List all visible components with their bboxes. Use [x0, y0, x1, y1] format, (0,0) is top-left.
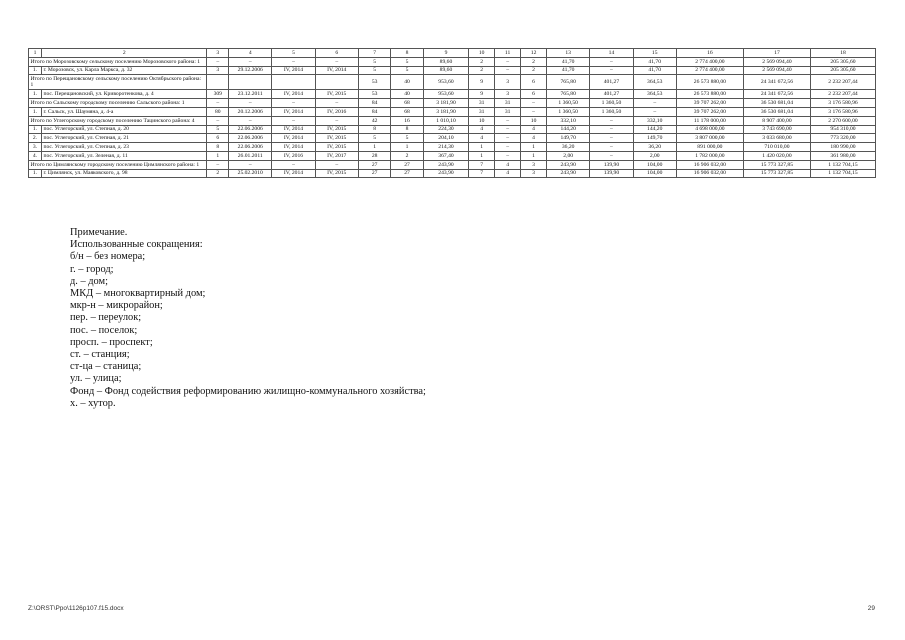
table-cell: –	[495, 143, 521, 152]
table-cell: –	[590, 125, 633, 134]
table-cell: 1 360,50	[547, 99, 590, 108]
table-cell: 3 743 690,00	[743, 125, 810, 134]
table-cell: 5	[391, 66, 423, 75]
note-line: д. – дом;	[70, 275, 109, 287]
table-cell: IV, 2015	[315, 125, 358, 134]
table-cell: –	[207, 57, 229, 66]
table-cell: 36 530 681,04	[743, 107, 810, 116]
column-number: 5	[272, 49, 315, 58]
table-cell: 8 907 400,00	[743, 116, 810, 125]
table-cell: 15 773 327,85	[743, 160, 810, 169]
table-cell: 2 774 400,00	[676, 66, 743, 75]
table-cell: 1	[391, 143, 423, 152]
table-cell: 16	[391, 116, 423, 125]
table-row	[29, 169, 876, 178]
table-cell	[272, 75, 315, 90]
table-cell: 3	[521, 160, 547, 169]
table-cell: –	[590, 57, 633, 66]
table-cell: 27	[391, 160, 423, 169]
row-number: 1.	[29, 107, 42, 116]
table-cell: 22.06.2006	[229, 125, 272, 134]
table-cell: 773 320,00	[810, 134, 875, 143]
table-cell: 24 341 672,56	[743, 75, 810, 90]
note-line: х. – хутор.	[70, 397, 116, 409]
table-cell: 22.06.2006	[229, 134, 272, 143]
table-cell: 80	[207, 107, 229, 116]
table-cell: 2,00	[547, 151, 590, 160]
table-cell: 68	[391, 99, 423, 108]
column-number: 9	[423, 49, 468, 58]
note-line: Фонд – Фонд содействия реформированию жилищно-коммунального хозяйства;	[70, 385, 426, 397]
table-cell: 26 573 880,00	[676, 75, 743, 90]
table-cell: 68	[391, 107, 423, 116]
table-cell: 4	[495, 169, 521, 178]
subtotal-label: Итого по Углегорскому городскому поселению Тацинского района: 4	[29, 116, 207, 125]
table-cell: 104,00	[633, 169, 676, 178]
table-cell: 11 178 000,00	[676, 116, 743, 125]
note-line: г. – город;	[70, 263, 114, 275]
table-cell: 891 000,00	[676, 143, 743, 152]
table-cell: –	[495, 66, 521, 75]
note-line: б/н – без номера;	[70, 251, 146, 263]
table-cell: –	[521, 107, 547, 116]
table-cell: –	[207, 116, 229, 125]
note-line: МКД – многоквартирный дом;	[70, 288, 206, 300]
table-cell: 41,70	[547, 57, 590, 66]
table-cell: 332,10	[547, 116, 590, 125]
table-cell: 3 176 580,96	[810, 107, 875, 116]
address-cell: пос. Углегорский, ул. Степная, д. 20	[41, 125, 207, 134]
table-cell: 27	[391, 169, 423, 178]
table-cell: 5	[391, 134, 423, 143]
table-cell: –	[590, 116, 633, 125]
table-cell: 401,27	[590, 75, 633, 90]
table-cell: 3	[495, 75, 521, 90]
table-row	[29, 134, 876, 143]
column-number: 18	[810, 49, 875, 58]
table-cell: IV, 2014	[272, 66, 315, 75]
table-cell: 243,90	[547, 169, 590, 178]
subtotal-row	[29, 116, 876, 125]
table-cell: IV, 2014	[272, 125, 315, 134]
table-cell: 1 360,50	[590, 99, 633, 108]
table-cell: 15 773 327,85	[743, 169, 810, 178]
table-cell: 149,70	[633, 134, 676, 143]
table-cell: 243,90	[423, 160, 468, 169]
table-cell: 31	[469, 99, 495, 108]
table-cell: 1	[358, 143, 390, 152]
row-number: 1.	[29, 90, 42, 99]
subtotal-row	[29, 75, 876, 90]
table-cell: IV, 2015	[315, 90, 358, 99]
table-cell: 84	[358, 99, 390, 108]
table-cell: IV, 2014	[272, 107, 315, 116]
column-number: 3	[207, 49, 229, 58]
table-cell: 31	[495, 99, 521, 108]
table-cell: IV, 2014	[272, 169, 315, 178]
table-cell: 41,70	[633, 66, 676, 75]
table-cell: 139,90	[590, 169, 633, 178]
table-cell	[315, 75, 358, 90]
table-row	[29, 107, 876, 116]
table-cell: 7	[469, 169, 495, 178]
row-number: 3.	[29, 143, 42, 152]
column-number-row	[29, 49, 876, 58]
table-cell: 367,40	[423, 151, 468, 160]
abbreviations-note	[70, 227, 426, 410]
table-cell: 53	[358, 75, 390, 90]
table-cell: –	[207, 160, 229, 169]
table-cell: –	[495, 125, 521, 134]
table-cell: 10	[521, 116, 547, 125]
table-cell: 364,53	[633, 75, 676, 90]
table-cell: 1 132 704,15	[810, 169, 875, 178]
table-cell: 1 782 000,00	[676, 151, 743, 160]
table-cell: 5	[358, 66, 390, 75]
address-cell: пос. Перещановский, ул. Криворотенкова, д. 4	[41, 90, 207, 99]
column-number: 12	[521, 49, 547, 58]
column-number: 17	[743, 49, 810, 58]
table-cell: 3	[495, 90, 521, 99]
table-cell: 28	[358, 151, 390, 160]
table-cell: IV, 2015	[315, 134, 358, 143]
table-cell: 765,80	[547, 90, 590, 99]
table-cell: 4	[469, 125, 495, 134]
column-number: 7	[358, 49, 390, 58]
note-line: Использованные сокращения:	[70, 239, 203, 251]
row-number: 1.	[29, 169, 42, 178]
table-cell: 41,70	[547, 66, 590, 75]
table-cell: 8	[391, 125, 423, 134]
page-number: 29	[867, 605, 875, 612]
table-cell: –	[495, 57, 521, 66]
table-cell: 36,20	[633, 143, 676, 152]
table-cell: –	[272, 160, 315, 169]
table-cell: –	[229, 160, 272, 169]
table-cell: 1 010,10	[423, 116, 468, 125]
column-number: 6	[315, 49, 358, 58]
table-cell: 361 980,00	[810, 151, 875, 160]
table-cell: IV, 2015	[315, 169, 358, 178]
table-cell: 3	[521, 169, 547, 178]
table-cell: –	[229, 57, 272, 66]
table-cell: 2 569 094,40	[743, 57, 810, 66]
note-line: просп. – проспект;	[70, 336, 153, 348]
table-cell: 1 420 020,00	[743, 151, 810, 160]
row-number: 2.	[29, 134, 42, 143]
subtotal-row	[29, 99, 876, 108]
column-number: 4	[229, 49, 272, 58]
table-cell: 5	[207, 125, 229, 134]
table-cell: 204,10	[423, 134, 468, 143]
table-cell: 4	[521, 134, 547, 143]
table-cell: 29.12.2006	[229, 66, 272, 75]
table-cell: 953,60	[423, 90, 468, 99]
table-cell: 243,90	[547, 160, 590, 169]
table-cell: 104,00	[633, 160, 676, 169]
column-number: 16	[676, 49, 743, 58]
table-row	[29, 66, 876, 75]
table-cell: 3 176 580,96	[810, 99, 875, 108]
table-cell: 84	[358, 107, 390, 116]
table-cell	[229, 75, 272, 90]
table-cell: 3	[207, 66, 229, 75]
table-cell: 1 360,50	[547, 107, 590, 116]
table-cell: 953,60	[423, 75, 468, 90]
address-cell: г. Сальск, ул. Шаумяна, д. 4-а	[41, 107, 207, 116]
table-cell: 39 707 262,00	[676, 107, 743, 116]
table-cell: 214,30	[423, 143, 468, 152]
table-cell: –	[207, 99, 229, 108]
table-cell: IV, 2015	[315, 143, 358, 152]
table-cell: 40	[391, 75, 423, 90]
table-cell: 3 181,90	[423, 107, 468, 116]
table-row	[29, 125, 876, 134]
table-cell: –	[229, 116, 272, 125]
address-cell: г. Цимлянск, ул. Маяковского, д. 98	[41, 169, 207, 178]
table-cell: 53	[358, 90, 390, 99]
table-cell: 710 010,00	[743, 143, 810, 152]
table-cell: IV, 2014	[315, 66, 358, 75]
table-cell: IV, 2014	[272, 143, 315, 152]
table-cell: –	[315, 57, 358, 66]
note-line: ул. – улица;	[70, 373, 122, 385]
table-cell: 2	[521, 66, 547, 75]
table-cell: 89,60	[423, 66, 468, 75]
table-cell: IV, 2017	[315, 151, 358, 160]
table-cell: 144,20	[633, 125, 676, 134]
note-heading: Примечание.	[70, 227, 128, 238]
column-number: 14	[590, 49, 633, 58]
subtotal-row	[29, 160, 876, 169]
table-cell: 144,20	[547, 125, 590, 134]
table-cell: 4	[495, 160, 521, 169]
table-cell: 243,90	[423, 169, 468, 178]
table-cell: 1	[207, 151, 229, 160]
file-path: Z:\ORST\Ppo\1126p107.f15.docx	[28, 605, 124, 612]
address-cell: пос. Углегорский, ул. Степная, д. 21	[41, 134, 207, 143]
note-line: пер. – переулок;	[70, 312, 142, 324]
table-cell: –	[495, 116, 521, 125]
table-cell: 139,90	[590, 160, 633, 169]
column-number: 13	[547, 49, 590, 58]
table-cell: –	[315, 99, 358, 108]
note-line: мкр-н – микрорайон;	[70, 300, 163, 312]
table-cell: 7	[469, 160, 495, 169]
subtotal-label: Итого по Перещановскому сельскому поселению Октябрьского района: 1	[29, 75, 207, 90]
note-line: пос. – поселок;	[70, 324, 138, 336]
table-cell: 26 573 880,00	[676, 90, 743, 99]
address-cell: г. Морозовск, ул. Карла Маркса, д. 32	[41, 66, 207, 75]
table-cell: 205 305,60	[810, 66, 875, 75]
table-cell: 954 310,00	[810, 125, 875, 134]
subtotal-label: Итого по Цимлянскому городскому поселению Цимлянского района: 1	[29, 160, 207, 169]
table-cell: 24 341 672,56	[743, 90, 810, 99]
table-row	[29, 90, 876, 99]
address-cell: пос. Углегорский, ул. Степная, д. 23	[41, 143, 207, 152]
table-cell: 8	[358, 125, 390, 134]
table-cell: IV, 2016	[272, 151, 315, 160]
table-row	[29, 143, 876, 152]
table-cell: 20.12.2006	[229, 107, 272, 116]
table-cell: –	[590, 143, 633, 152]
table-cell: 309	[207, 90, 229, 99]
row-number: 4.	[29, 151, 42, 160]
table-cell: –	[229, 99, 272, 108]
table-cell: IV, 2016	[315, 107, 358, 116]
table-cell: 26.01.2011	[229, 151, 272, 160]
table-cell: –	[495, 151, 521, 160]
column-number: 10	[469, 49, 495, 58]
table-cell: 224,30	[423, 125, 468, 134]
table-cell: 31	[495, 107, 521, 116]
table-cell: 401,27	[590, 90, 633, 99]
table-cell: –	[590, 66, 633, 75]
table-cell: 36,20	[547, 143, 590, 152]
table-cell: 2 270 600,00	[810, 116, 875, 125]
column-number: 15	[633, 49, 676, 58]
table-cell: 10	[469, 116, 495, 125]
column-number: 11	[495, 49, 521, 58]
table-cell: 27	[358, 160, 390, 169]
column-number: 1	[29, 49, 42, 58]
table-cell: IV, 2014	[272, 90, 315, 99]
table-cell: 765,80	[547, 75, 590, 90]
row-number: 1.	[29, 125, 42, 134]
table-cell: 2 232 207,44	[810, 90, 875, 99]
table-cell: 1	[469, 151, 495, 160]
table-cell: 2	[521, 57, 547, 66]
table-cell: 16 906 032,00	[676, 169, 743, 178]
table-cell: 1	[521, 151, 547, 160]
table-cell: 2	[391, 151, 423, 160]
table-cell: –	[495, 134, 521, 143]
table-cell: 2	[469, 66, 495, 75]
housing-table	[28, 48, 876, 178]
table-cell: 89,60	[423, 57, 468, 66]
table-cell: 3 181,90	[423, 99, 468, 108]
table-cell: 9	[469, 90, 495, 99]
table-cell: –	[590, 151, 633, 160]
table-cell: –	[272, 57, 315, 66]
table-cell: 180 990,00	[810, 143, 875, 152]
table-cell: 332,10	[633, 116, 676, 125]
table-cell: –	[315, 116, 358, 125]
table-cell: –	[633, 99, 676, 108]
table-cell: 39 707 262,00	[676, 99, 743, 108]
row-number: 1.	[29, 66, 42, 75]
address-cell: пос. Углегорский, ул. Зеленая, д. 11	[41, 151, 207, 160]
table-cell	[207, 75, 229, 90]
table-cell: 1	[521, 143, 547, 152]
subtotal-label: Итого по Морозовскому сельскому поселению Морозовского района: 1	[29, 57, 207, 66]
table-cell: 3 807 000,00	[676, 134, 743, 143]
table-cell: 27	[358, 169, 390, 178]
table-cell: 31	[469, 107, 495, 116]
table-cell: 5	[358, 134, 390, 143]
table-cell: 2	[207, 169, 229, 178]
table-cell: 6	[521, 90, 547, 99]
table-cell: 4 698 000,00	[676, 125, 743, 134]
table-cell: 6	[207, 134, 229, 143]
table-cell: –	[521, 99, 547, 108]
table-cell: 40	[391, 90, 423, 99]
table-cell: 5	[358, 57, 390, 66]
table-cell: –	[633, 107, 676, 116]
table-cell: 1 132 704,15	[810, 160, 875, 169]
table-cell: 9	[469, 75, 495, 90]
column-number: 8	[391, 49, 423, 58]
table-cell: 2,00	[633, 151, 676, 160]
table-cell: 5	[391, 57, 423, 66]
table-cell: –	[590, 134, 633, 143]
table-cell: 8	[207, 143, 229, 152]
table-cell: 2 569 094,40	[743, 66, 810, 75]
table-cell: 2 232 207,44	[810, 75, 875, 90]
table-cell: 205 305,60	[810, 57, 875, 66]
subtotal-row	[29, 57, 876, 66]
table-cell: 1 360,50	[590, 107, 633, 116]
table-row	[29, 151, 876, 160]
table-cell: 36 530 681,04	[743, 99, 810, 108]
table-cell: 23.12.2011	[229, 90, 272, 99]
note-line: ст-ца – станица;	[70, 361, 142, 373]
table-cell: 16 906 032,00	[676, 160, 743, 169]
table-cell: IV, 2014	[272, 134, 315, 143]
table-cell: 2	[469, 57, 495, 66]
table-cell: 2 774 400,00	[676, 57, 743, 66]
table-cell: 25.02.2010	[229, 169, 272, 178]
column-number: 2	[41, 49, 207, 58]
table-cell: 1	[469, 143, 495, 152]
table-cell: 6	[521, 75, 547, 90]
table-cell: 4	[521, 125, 547, 134]
table-cell: –	[272, 99, 315, 108]
table-cell: 364,53	[633, 90, 676, 99]
table-cell: 149,70	[547, 134, 590, 143]
table-cell: 41,70	[633, 57, 676, 66]
table-cell: 42	[358, 116, 390, 125]
table-cell: 4	[469, 134, 495, 143]
table-cell: –	[272, 116, 315, 125]
table-cell: 3 033 680,00	[743, 134, 810, 143]
table-cell: 22.06.2006	[229, 143, 272, 152]
table-body	[29, 49, 876, 178]
subtotal-label: Итого по Сальскому городскому поселению Сальского района: 1	[29, 99, 207, 108]
table-cell: –	[315, 160, 358, 169]
note-line: ст. – станция;	[70, 349, 130, 361]
